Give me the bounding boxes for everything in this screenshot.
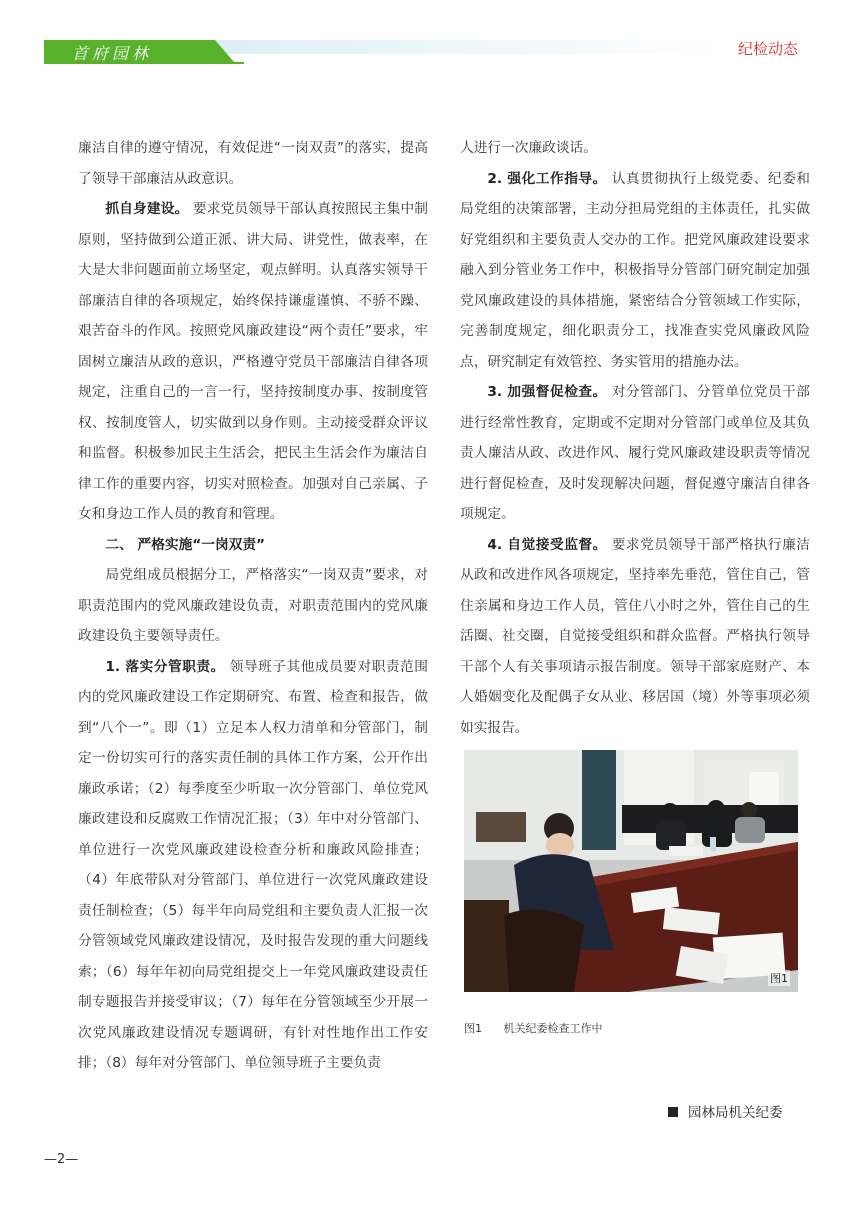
author-name: 园林局机关纪委 xyxy=(688,1105,783,1121)
paragraph: 廉洁自律的遵守情况，有效促进“一岗双责”的落实，提高了领导干部廉洁从政意识。 xyxy=(78,140,428,187)
figure-caption-label: 图1 xyxy=(464,1022,482,1035)
paragraph xyxy=(78,194,428,530)
paragraph-body: 对分管部门、分管单位党员干部进行经常性教育，定期或不定期对分管部门或单位及其负责人廉洁从政、改进作风、履行党风廉政建设职责等情况进行督促检查，及时发现解决问题，督促遵守廉洁自律各项规定。 xyxy=(460,384,810,522)
paragraph-heading: 1. 落实分管职责。 xyxy=(105,658,225,675)
left-column xyxy=(78,133,428,1079)
paragraph xyxy=(78,652,428,1079)
bullet-square-icon xyxy=(668,1107,678,1117)
paragraph-body: 认真贯彻执行上级党委、纪委和局党组的决策部署，主动分担局党组的主体责任，扎实做好党组织和主要负责人交办的工作。把党风廉政建设要求融入到分管业务工作中，积极指导分管部门研究制定加强党风廉政建设的具体措施，紧密结合分管领域工作实际，完善制度规定，细化职责分工，找准查实党风廉政风险点，研究制定有效管控、务实管用的措施办法。 xyxy=(460,170,810,370)
article-author xyxy=(668,1101,783,1121)
paragraph: 局党组成员根据分工，严格落实“一岗双责”要求，对职责范围内的党风廉政建设负责，对职责范围内的党风廉政建设负主要领导责任。 xyxy=(78,567,428,644)
meeting-photo-illustration xyxy=(464,750,798,992)
paragraph-heading: 2. 强化工作指导。 xyxy=(487,170,607,187)
meeting-photo xyxy=(464,750,798,992)
section-title: 纪检动态 xyxy=(737,40,798,58)
page-number: —2— xyxy=(44,1152,79,1167)
figure-caption xyxy=(464,1020,621,1036)
paragraph-heading: 抓自身建设。 xyxy=(105,201,189,217)
paragraph-body: 要求党员领导干部认真按照民主集中制原则，坚持做到公道正派、讲大局、讲党性，做表率，在大是大非问题面前立场坚定，观点鲜明。认真落实领导干部廉洁自律的各项规定，始终保持谦虚谨慎、不骄不躁、艰苦奋斗的作风。按照党风廉政建设“两个责任”要求，牢固树立廉洁从政的意识，严格遵守党员干部廉洁自律各项规定，注重自己的一言一行，坚持按制度办事、按制度管权、按制度管人，切实做到以身作则。主动接受群众评议和监督。积极参加民主生活会，把民主生活会作为廉洁自律工作的重要内容，切实对照检查。加强对自己亲属、子女和身边工作人员的教育和管理。 xyxy=(78,201,428,522)
page-header xyxy=(0,0,850,70)
paragraph xyxy=(460,377,810,530)
figure-tag: 图1 xyxy=(770,972,788,985)
paragraph-body: 要求党员领导干部严格执行廉洁从政和改进作风各项规定，坚持率先垂范，管住自己，管住亲属和身边工作人员，管住八小时之外，管住自己的生活圈、社交圈，自觉接受组织和群众监督。严格执行领导干部个人有关事项请示报告制度。领导干部家庭财产、本人婚姻变化及配偶子女从业、移居国（境）外等事项必须如实报告。 xyxy=(460,536,810,736)
paragraph xyxy=(460,530,810,744)
paragraph: 人进行一次廉政谈话。 xyxy=(460,140,597,156)
paragraph-heading: 3. 加强督促检查。 xyxy=(487,384,607,400)
paragraph xyxy=(460,164,810,378)
section-heading-text: 二、 严格实施“一岗双责” xyxy=(105,536,266,553)
paragraph-body: 领导班子其他成员要对职责范围内的党风廉政建设工作定期研究、布置、检查和报告，做到“八个一”。即（1）立足本人权力清单和分管部门，制定一份切实可行的落实责任制的具体工作方案，公开作出廉政承诺；（2）每季度至少听取一次分管部门、单位党风廉政建设和反腐败工作情况汇报；（3）年中对分管部门、单位进行一次党风廉政建设检查分析和廉政风险排查；（4）年底带队对分管部门、单位进行一次党风廉政建设责任制检查；（5）每半年向局党组和主要负责人汇报一次分管领域党风廉政建设情况，及时报告发现的重大问题线索；（6）每年年初向局党组提交上一年党风廉政建设责任制专题报告并接受审议；（7）每年在分管领域至少开展一次党风廉政建设情况专题调研，有针对性地作出工作安排；（8）每年对分管部门、单位领导班子主要负责 xyxy=(78,658,428,1071)
section-heading xyxy=(78,530,428,561)
magazine-logo: 首府园林 xyxy=(72,44,153,63)
right-column xyxy=(460,133,810,743)
figure-caption-text: 机关纪委检查工作中 xyxy=(503,1022,603,1035)
header-gradient-bar xyxy=(200,40,720,54)
paragraph-heading: 4. 自觉接受监督。 xyxy=(487,536,607,553)
